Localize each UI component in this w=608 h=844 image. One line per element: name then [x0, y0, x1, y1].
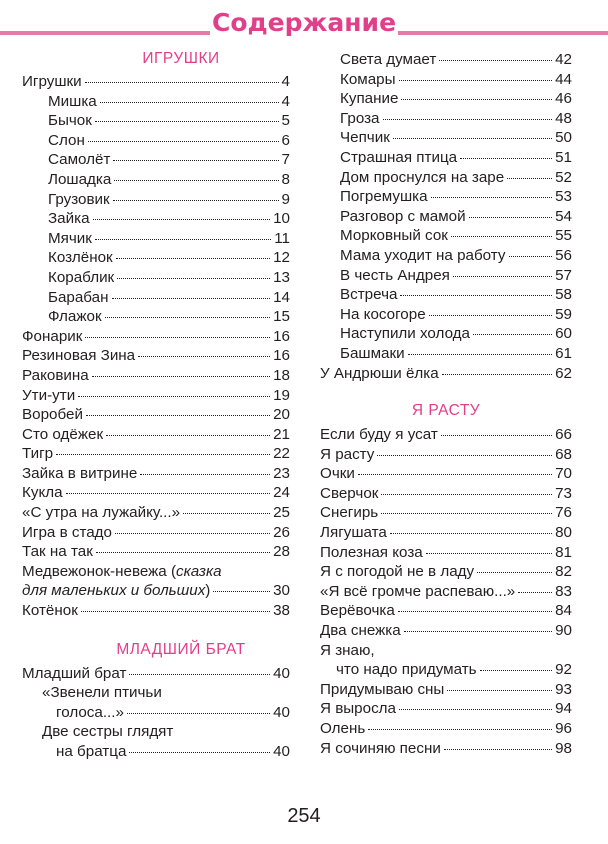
toc-entry[interactable]: голоса...» 40	[56, 703, 290, 721]
toc-entry[interactable]: Флажок 15	[48, 308, 290, 326]
toc-entry[interactable]: У Андрюши ёлка 62	[320, 364, 572, 382]
toc-entry[interactable]: Младший брат 40	[22, 664, 290, 682]
toc-entry[interactable]: Гроза 48	[340, 109, 572, 127]
toc-entry[interactable]: Бычок 5	[48, 112, 290, 130]
toc-entry[interactable]: Я расту 68	[320, 445, 572, 463]
toc-entry[interactable]: Я с погодой не в ладу 82	[320, 563, 572, 581]
toc-entry[interactable]: Мама уходит на работу 56	[340, 246, 572, 264]
section-heading-grow: Я РАСТУ	[411, 402, 481, 420]
toc-entry-line[interactable]: Медвежонок-невежа (сказка	[22, 562, 222, 580]
toc-entry[interactable]: Лягушата 80	[320, 524, 572, 542]
toc-entry[interactable]: Морковный сок 55	[340, 227, 572, 245]
toc-entry[interactable]: Сто одёжек 21	[22, 425, 290, 443]
toc-entry-line[interactable]: «Звенели птичьи	[42, 684, 162, 702]
toc-entry[interactable]: Мишка 4	[48, 92, 290, 110]
toc-entry[interactable]: На косогоре 59	[340, 305, 572, 323]
toc-entry[interactable]: на братца 40	[56, 743, 290, 760]
toc-entry-line[interactable]: Я знаю,	[320, 641, 375, 659]
toc-entry[interactable]: Чепчик 50	[340, 129, 572, 147]
page-title: Содержание	[210, 4, 398, 44]
toc-entry[interactable]: Зайка в витрине 23	[22, 464, 290, 482]
toc-entry[interactable]: Я выросла 94	[320, 700, 572, 718]
toc-entry[interactable]: В честь Андрея 57	[340, 266, 572, 284]
toc-entry[interactable]: Купание 46	[340, 90, 572, 108]
toc-entry[interactable]: Игра в стадо 26	[22, 523, 290, 541]
toc-entry[interactable]: Ути-ути 19	[22, 386, 290, 404]
page-number: 254	[287, 805, 321, 827]
right-column	[320, 46, 572, 758]
toc-entry[interactable]: Мячик 11	[48, 229, 290, 247]
toc-entry[interactable]: Снегирь 76	[320, 504, 572, 522]
toc-entry[interactable]: «С утра на лужайку...» 25	[22, 504, 290, 522]
toc-entry[interactable]: Слон 6	[48, 131, 290, 149]
toc-entry[interactable]: Барабан 14	[48, 288, 290, 306]
toc-entry[interactable]: для маленьких и больших) 30	[22, 582, 290, 600]
toc-entry[interactable]: Олень 96	[320, 720, 572, 737]
toc-entry[interactable]: Кукла 24	[22, 484, 290, 502]
toc-entry[interactable]: Встреча 58	[340, 286, 572, 304]
toc-entry[interactable]: Разговор с мамой 54	[340, 207, 572, 225]
section-heading-brother: МЛАДШИЙ БРАТ	[116, 640, 246, 658]
toc-entry[interactable]: Котёнок 38	[22, 602, 290, 620]
toc-entry[interactable]: Верёвочка 84	[320, 602, 572, 620]
toc-entry[interactable]: Если буду я усат 66	[320, 426, 572, 444]
toc-entry[interactable]: Сверчок 73	[320, 484, 572, 502]
toc-entry[interactable]: Самолёт 7	[48, 151, 290, 169]
toc-entry[interactable]: Козлёнок 12	[48, 249, 290, 267]
toc-entry[interactable]: Зайка 10	[48, 210, 290, 228]
toc-entry[interactable]: Тигр 22	[22, 445, 290, 463]
toc-entry[interactable]: Я сочиняю песни 98	[320, 739, 572, 757]
toc-entry[interactable]: Игрушки 4	[22, 73, 290, 90]
toc-entry[interactable]: Резиновая Зина 16	[22, 347, 290, 365]
toc-entry[interactable]: Придумываю сны 93	[320, 680, 572, 698]
toc-entry[interactable]: Света думает 42	[340, 51, 572, 68]
toc-entry[interactable]: Башмаки 61	[340, 344, 572, 362]
toc-entry[interactable]: Лошадка 8	[48, 170, 290, 188]
toc-entry[interactable]: что надо придумать 92	[336, 661, 572, 679]
toc-entry[interactable]: Два снежка 90	[320, 622, 572, 640]
toc-entry[interactable]: Раковина 18	[22, 366, 290, 384]
toc-entry[interactable]: Наступили холода 60	[340, 325, 572, 343]
toc-entry[interactable]: Страшная птица 51	[340, 148, 572, 166]
toc-entry-line[interactable]: Две сестры глядят	[42, 723, 174, 741]
section-heading-toys: ИГРУШКИ	[142, 50, 220, 67]
toc-entry[interactable]: «Я всё громче распеваю...» 83	[320, 582, 572, 600]
left-column	[22, 46, 290, 762]
toc-entry[interactable]: Дом проснулся на заре 52	[340, 168, 572, 186]
toc-entry[interactable]: Грузовик 9	[48, 190, 290, 208]
toc-entry[interactable]: Погремушка 53	[340, 188, 572, 206]
toc-entry[interactable]: Воробей 20	[22, 406, 290, 424]
contents-header	[0, 0, 608, 44]
toc-entry[interactable]: Комары 44	[340, 70, 572, 88]
toc-entry[interactable]: Очки 70	[320, 465, 572, 483]
toc-entry[interactable]: Кораблик 13	[48, 268, 290, 286]
toc-entry[interactable]: Полезная коза 81	[320, 543, 572, 561]
toc-entry[interactable]: Так на так 28	[22, 543, 290, 561]
toc-entry[interactable]: Фонарик 16	[22, 327, 290, 345]
